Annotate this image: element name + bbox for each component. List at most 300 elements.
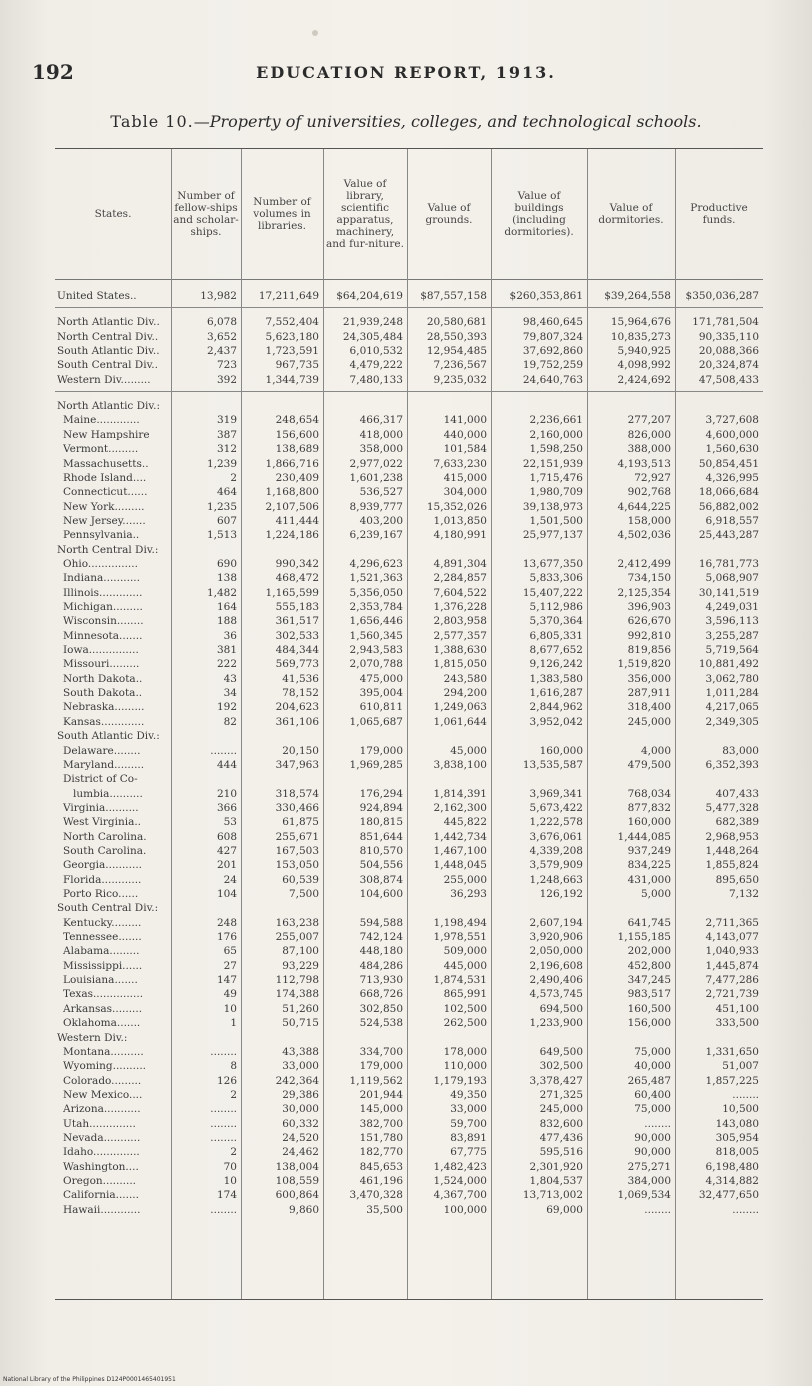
cell-value: 2,968,953 bbox=[705, 830, 759, 843]
cell-value: 415,000 bbox=[443, 471, 487, 484]
cell-value: 87,100 bbox=[282, 945, 319, 958]
cell-value: 7,480,133 bbox=[349, 373, 403, 386]
cell-value: 1,388,630 bbox=[433, 644, 487, 657]
row-label: United States.. bbox=[57, 290, 137, 302]
division-row bbox=[55, 330, 763, 344]
cell-value: 1,715,476 bbox=[529, 471, 583, 484]
cell-value: 32,477,650 bbox=[698, 1189, 759, 1202]
cell-value: 47,508,433 bbox=[698, 373, 759, 386]
row-separator bbox=[55, 307, 763, 308]
cell-value: 6,805,331 bbox=[529, 629, 583, 642]
column-header: Productive funds. bbox=[690, 201, 748, 226]
cell-value: 275,271 bbox=[627, 1160, 671, 1173]
column-header: Value of buildings (including dormitories). bbox=[504, 189, 574, 239]
cell-value: 8,677,652 bbox=[529, 644, 583, 657]
cell-value: 4,339,208 bbox=[529, 844, 583, 857]
row-label: Alabama......... bbox=[63, 945, 140, 958]
row-label: South Dakota.. bbox=[63, 687, 143, 700]
cell-value: ........ bbox=[210, 1117, 237, 1130]
cell-value: 361,106 bbox=[275, 715, 319, 728]
cell-value: 2,412,499 bbox=[617, 557, 671, 570]
row-label: North Atlantic Div.: bbox=[57, 400, 160, 413]
row-label: North Carolina. bbox=[63, 830, 147, 843]
cell-value: 5,370,364 bbox=[529, 615, 583, 628]
cell-value: 104 bbox=[216, 888, 237, 900]
state-row bbox=[55, 471, 763, 485]
cell-value: 25,443,287 bbox=[698, 529, 759, 542]
row-label: New York......... bbox=[63, 500, 145, 513]
state-row bbox=[55, 1174, 763, 1188]
row-label: Florida............ bbox=[63, 873, 142, 886]
cell-value: 147 bbox=[216, 974, 237, 987]
cell-value: 45,000 bbox=[450, 744, 487, 757]
cell-value: 108,559 bbox=[275, 1175, 319, 1187]
row-label: Delaware........ bbox=[63, 744, 141, 757]
state-row bbox=[55, 629, 763, 643]
cell-value: 6,078 bbox=[206, 316, 237, 329]
cell-value: 626,670 bbox=[627, 615, 671, 628]
state-row bbox=[55, 1203, 763, 1217]
row-label: Wisconsin........ bbox=[63, 615, 144, 628]
cell-value: 6,918,557 bbox=[705, 514, 759, 527]
cell-value: 10,500 bbox=[722, 1103, 759, 1116]
row-label: Utah.............. bbox=[63, 1117, 136, 1130]
cell-value: 15,407,222 bbox=[522, 586, 583, 599]
cell-value: 990,342 bbox=[275, 557, 319, 570]
cell-value: 164 bbox=[216, 601, 237, 613]
cell-value: 17,211,649 bbox=[258, 290, 319, 302]
row-label: South Central Div.. bbox=[57, 359, 158, 372]
running-head: EDUCATION REPORT, 1913. bbox=[256, 63, 556, 82]
cell-value: 27 bbox=[223, 959, 237, 972]
cell-value: 204,623 bbox=[275, 701, 319, 714]
cell-value: 25,977,137 bbox=[522, 529, 583, 542]
cell-value: 347,963 bbox=[275, 758, 319, 771]
division-row bbox=[55, 901, 763, 915]
state-row bbox=[55, 413, 763, 427]
state-row bbox=[55, 485, 763, 499]
state-row bbox=[55, 1045, 763, 1059]
cell-value: 444 bbox=[216, 758, 237, 771]
state-row bbox=[55, 614, 763, 628]
cell-value: 2,162,300 bbox=[433, 801, 487, 814]
cell-value: 2 bbox=[230, 1088, 237, 1101]
state-row bbox=[55, 1188, 763, 1202]
row-label: Illinois............. bbox=[63, 586, 143, 599]
cell-value: 4,891,304 bbox=[433, 557, 487, 570]
cell-value: 24,462 bbox=[282, 1146, 319, 1159]
state-row bbox=[55, 744, 763, 758]
cell-value: 1,011,284 bbox=[705, 687, 759, 700]
cell-value: 16,781,773 bbox=[698, 557, 759, 570]
cell-value: 3,952,042 bbox=[529, 715, 583, 728]
row-label: New Mexico.... bbox=[63, 1088, 143, 1101]
cell-value: 35,500 bbox=[366, 1203, 403, 1216]
cell-value: 4,314,882 bbox=[705, 1175, 759, 1187]
cell-value: 4,600,000 bbox=[705, 428, 759, 441]
state-row bbox=[55, 1002, 763, 1016]
cell-value: 452,800 bbox=[627, 959, 671, 972]
row-label: Hawaii............ bbox=[63, 1203, 141, 1216]
cell-value: 33,000 bbox=[450, 1103, 487, 1116]
cell-value: 6,352,393 bbox=[705, 758, 759, 771]
cell-value: 20,088,366 bbox=[698, 345, 759, 358]
cell-value: 222 bbox=[216, 658, 237, 671]
cell-value: 7,236,567 bbox=[433, 359, 487, 372]
column-rule bbox=[587, 149, 588, 1299]
cell-value: 1,482,423 bbox=[433, 1160, 487, 1173]
cell-value: 83,000 bbox=[722, 744, 759, 757]
cell-value: 4,098,992 bbox=[617, 359, 671, 372]
cell-value: 5,833,306 bbox=[529, 572, 583, 585]
cell-value: 49 bbox=[223, 988, 237, 1001]
cell-value: 319 bbox=[216, 414, 237, 427]
cell-value: 3,255,287 bbox=[705, 629, 759, 642]
cell-value: 649,500 bbox=[539, 1045, 583, 1058]
state-row bbox=[55, 873, 763, 887]
cell-value: 12,954,485 bbox=[426, 345, 487, 358]
cell-value: 101,584 bbox=[443, 443, 487, 456]
cell-value: 30,141,519 bbox=[698, 586, 759, 599]
cell-value: 30,000 bbox=[282, 1103, 319, 1116]
cell-value: ........ bbox=[644, 1203, 671, 1216]
cell-value: 464 bbox=[216, 486, 237, 499]
state-row bbox=[55, 571, 763, 585]
cell-value: 4,502,036 bbox=[617, 529, 671, 542]
column-rule bbox=[407, 149, 408, 1299]
cell-value: ........ bbox=[732, 1203, 759, 1216]
row-label: Georgia........... bbox=[63, 859, 142, 872]
row-label: Washington.... bbox=[63, 1160, 139, 1173]
cell-value: 3,727,608 bbox=[705, 414, 759, 427]
cell-value: 245,000 bbox=[539, 1103, 583, 1116]
cell-value: 93,229 bbox=[282, 959, 319, 972]
state-row bbox=[55, 514, 763, 528]
cell-value: 13,677,350 bbox=[522, 557, 583, 570]
cell-value: 3,596,113 bbox=[705, 615, 759, 628]
cell-value: 104,600 bbox=[359, 888, 403, 900]
column-header: Number of volumes in libraries. bbox=[253, 195, 311, 233]
cell-value: 171,781,504 bbox=[692, 316, 759, 329]
cell-value: 69,000 bbox=[546, 1203, 583, 1216]
cell-value: 61,875 bbox=[282, 816, 319, 829]
column-rule bbox=[323, 149, 324, 1299]
cell-value: 98,460,645 bbox=[522, 316, 583, 329]
cell-value: 59,700 bbox=[450, 1117, 487, 1130]
row-label: Maryland......... bbox=[63, 758, 145, 771]
cell-value: 1,331,650 bbox=[705, 1045, 759, 1058]
cell-value: 1,501,500 bbox=[529, 514, 583, 527]
column-header: Value of grounds. bbox=[425, 201, 473, 226]
cell-value: 248 bbox=[216, 916, 237, 929]
cell-value: 411,444 bbox=[275, 514, 319, 527]
state-row bbox=[55, 1131, 763, 1145]
row-label: Kansas............. bbox=[63, 715, 145, 728]
row-label: North Central Div.. bbox=[57, 330, 159, 343]
cell-value: 1,815,050 bbox=[433, 658, 487, 671]
cell-value: 865,991 bbox=[443, 988, 487, 1001]
column-rule bbox=[491, 149, 492, 1299]
cell-value: 1,980,709 bbox=[529, 486, 583, 499]
cell-value: 51,260 bbox=[282, 1002, 319, 1015]
cell-value: 1,519,820 bbox=[617, 658, 671, 671]
cell-value: 1,198,494 bbox=[433, 916, 487, 929]
cell-value: 1,239 bbox=[206, 457, 237, 470]
cell-value: 992,810 bbox=[627, 629, 671, 642]
state-row bbox=[55, 442, 763, 456]
cell-value: 34 bbox=[223, 687, 237, 700]
cell-value: 1,467,100 bbox=[433, 844, 487, 857]
row-label: Connecticut...... bbox=[63, 486, 148, 499]
cell-value: 347,245 bbox=[627, 974, 671, 987]
cell-value: 924,894 bbox=[359, 801, 403, 814]
cell-value: 255,007 bbox=[275, 931, 319, 944]
cell-value: 1,233,900 bbox=[529, 1017, 583, 1030]
cell-value: 242,364 bbox=[275, 1074, 319, 1087]
row-label: District of Co- bbox=[63, 773, 138, 786]
cell-value: 2,844,962 bbox=[529, 701, 583, 714]
cell-value: 384,000 bbox=[627, 1175, 671, 1187]
row-label: Nebraska......... bbox=[63, 701, 145, 714]
cell-value: 1,013,850 bbox=[433, 514, 487, 527]
state-row bbox=[55, 758, 763, 772]
cell-value: 594,588 bbox=[359, 916, 403, 929]
cell-value: ........ bbox=[210, 1103, 237, 1116]
cell-value: 36 bbox=[223, 629, 237, 642]
cell-value: 83,891 bbox=[450, 1131, 487, 1144]
state-row bbox=[55, 1074, 763, 1088]
division-row bbox=[55, 289, 763, 303]
cell-value: 3,676,061 bbox=[529, 830, 583, 843]
row-label: Nevada........... bbox=[63, 1131, 141, 1144]
cell-value: 1,444,085 bbox=[617, 830, 671, 843]
cell-value: 126 bbox=[216, 1074, 237, 1087]
row-label: Oklahoma....... bbox=[63, 1017, 141, 1030]
cell-value: 1,814,391 bbox=[433, 787, 487, 800]
row-label: North Dakota.. bbox=[63, 672, 143, 685]
cell-value: 141,000 bbox=[443, 414, 487, 427]
cell-value: 145,000 bbox=[359, 1103, 403, 1116]
state-row bbox=[55, 858, 763, 872]
cell-value: 182,770 bbox=[359, 1146, 403, 1159]
cell-value: 595,516 bbox=[539, 1146, 583, 1159]
column-rule bbox=[171, 149, 172, 1299]
row-label: Maine............. bbox=[63, 414, 140, 427]
cell-value: 20,324,874 bbox=[698, 359, 759, 372]
cell-value: 1,874,531 bbox=[433, 974, 487, 987]
cell-value: ........ bbox=[732, 1088, 759, 1101]
cell-value: 3,378,427 bbox=[529, 1074, 583, 1087]
cell-value: 5,000 bbox=[640, 888, 671, 900]
cell-value: 9,235,032 bbox=[433, 373, 487, 386]
cell-value: 7,633,230 bbox=[433, 457, 487, 470]
cell-value: 2,943,583 bbox=[349, 644, 403, 657]
cell-value: 4,249,031 bbox=[705, 601, 759, 613]
cell-value: 179,000 bbox=[359, 744, 403, 757]
cell-value: 53 bbox=[223, 816, 237, 829]
cell-value: 1,119,562 bbox=[349, 1074, 403, 1087]
cell-value: 112,798 bbox=[275, 974, 319, 987]
cell-value: ........ bbox=[210, 1203, 237, 1216]
cell-value: 4,573,745 bbox=[529, 988, 583, 1001]
cell-value: 851,644 bbox=[359, 830, 403, 843]
cell-value: 358,000 bbox=[359, 443, 403, 456]
division-row bbox=[55, 729, 763, 743]
state-row bbox=[55, 457, 763, 471]
cell-value: 160,000 bbox=[539, 744, 583, 757]
cell-value: 1,866,716 bbox=[265, 457, 319, 470]
cell-value: 2,353,784 bbox=[349, 601, 403, 613]
cell-value: 50,715 bbox=[282, 1017, 319, 1030]
cell-value: 8,939,777 bbox=[349, 500, 403, 513]
row-label: Wyoming.......... bbox=[63, 1060, 146, 1073]
cell-value: 2,711,365 bbox=[705, 916, 759, 929]
cell-value: 39,138,973 bbox=[522, 500, 583, 513]
cell-value: 21,939,248 bbox=[342, 316, 403, 329]
cell-value: 2,236,661 bbox=[529, 414, 583, 427]
cell-value: 2,349,305 bbox=[705, 715, 759, 728]
cell-value: 366 bbox=[216, 801, 237, 814]
cell-value: 477,436 bbox=[539, 1131, 583, 1144]
column-header: Number of fellow-ships and scholar-ships. bbox=[173, 189, 239, 239]
row-label: Texas............... bbox=[63, 988, 144, 1001]
cell-value: 1,616,287 bbox=[529, 687, 583, 700]
cell-value: 210 bbox=[216, 787, 237, 800]
state-row bbox=[55, 1059, 763, 1073]
cell-value: 56,882,002 bbox=[698, 500, 759, 513]
division-row bbox=[55, 315, 763, 329]
cell-value: 468,472 bbox=[275, 572, 319, 585]
cell-value: 176 bbox=[216, 931, 237, 944]
cell-value: 330,466 bbox=[275, 801, 319, 814]
division-row bbox=[55, 543, 763, 557]
cell-value: 24,640,763 bbox=[522, 373, 583, 386]
row-label: Rhode Island.... bbox=[63, 471, 147, 484]
page-number: 192 bbox=[32, 60, 74, 84]
cell-value: 1,656,446 bbox=[349, 615, 403, 628]
cell-value: 248,654 bbox=[275, 414, 319, 427]
state-row bbox=[55, 586, 763, 600]
cell-value: 255,671 bbox=[275, 830, 319, 843]
cell-value: 3,652 bbox=[206, 330, 237, 343]
cell-value: 333,500 bbox=[715, 1017, 759, 1030]
row-label: Vermont......... bbox=[63, 443, 139, 456]
cell-value: 1,179,193 bbox=[433, 1074, 487, 1087]
cell-value: 484,344 bbox=[275, 644, 319, 657]
cell-value: 192 bbox=[216, 701, 237, 714]
cell-value: 245,000 bbox=[627, 715, 671, 728]
state-row bbox=[55, 987, 763, 1001]
state-row bbox=[55, 528, 763, 542]
cell-value: 1,224,186 bbox=[265, 529, 319, 542]
cell-value: 6,198,480 bbox=[705, 1160, 759, 1173]
cell-value: 937,249 bbox=[627, 844, 671, 857]
cell-value: 983,517 bbox=[627, 988, 671, 1001]
cell-value: ........ bbox=[210, 1131, 237, 1144]
cell-value: 20,150 bbox=[282, 744, 319, 757]
cell-value: 440,000 bbox=[443, 428, 487, 441]
cell-value: 79,807,324 bbox=[522, 330, 583, 343]
cell-value: 396,903 bbox=[627, 601, 671, 613]
cell-value: 1,723,591 bbox=[265, 345, 319, 358]
cell-value: 1,804,537 bbox=[529, 1175, 583, 1187]
cell-value: 1,445,874 bbox=[705, 959, 759, 972]
cell-value: 294,200 bbox=[443, 687, 487, 700]
cell-value: 60,539 bbox=[282, 873, 319, 886]
row-label: Western Div.: bbox=[57, 1031, 128, 1044]
cell-value: 403,200 bbox=[359, 514, 403, 527]
cell-value: 2,301,920 bbox=[529, 1160, 583, 1173]
row-label: Colorado......... bbox=[63, 1074, 142, 1087]
cell-value: 2,803,958 bbox=[433, 615, 487, 628]
cell-value: 742,124 bbox=[359, 931, 403, 944]
cell-value: 895,650 bbox=[715, 873, 759, 886]
row-label: Minnesota....... bbox=[63, 629, 143, 642]
cell-value: 7,552,404 bbox=[265, 316, 319, 329]
cell-value: 70 bbox=[223, 1160, 237, 1173]
cell-value: 361,517 bbox=[275, 615, 319, 628]
cell-value: 153,050 bbox=[275, 859, 319, 872]
state-row bbox=[55, 887, 763, 901]
cell-value: 1,524,000 bbox=[433, 1175, 487, 1187]
row-label: Iowa............... bbox=[63, 644, 139, 657]
cell-value: 407,433 bbox=[715, 787, 759, 800]
row-label: Montana.......... bbox=[63, 1045, 144, 1058]
row-label: Ohio............... bbox=[63, 557, 138, 570]
cell-value: 138,004 bbox=[275, 1160, 319, 1173]
cell-value: 466,317 bbox=[359, 414, 403, 427]
cell-value: 2,196,608 bbox=[529, 959, 583, 972]
cell-value: 1,065,687 bbox=[349, 715, 403, 728]
cell-value: 536,527 bbox=[359, 486, 403, 499]
row-label: Tennessee....... bbox=[63, 931, 142, 944]
cell-value: 9,126,242 bbox=[529, 658, 583, 671]
cell-value: 427 bbox=[216, 844, 237, 857]
cell-value: 4,479,222 bbox=[349, 359, 403, 372]
cell-value: 33,000 bbox=[282, 1060, 319, 1073]
cell-value: 2,050,000 bbox=[529, 945, 583, 958]
cell-value: 7,604,522 bbox=[433, 586, 487, 599]
cell-value: 1,155,185 bbox=[617, 931, 671, 944]
cell-value: 1,168,800 bbox=[265, 486, 319, 499]
state-row bbox=[55, 1117, 763, 1131]
cell-value: 29,386 bbox=[282, 1088, 319, 1101]
cell-value: 682,389 bbox=[715, 816, 759, 829]
cell-value: 60,400 bbox=[634, 1088, 671, 1101]
cell-value: 418,000 bbox=[359, 428, 403, 441]
cell-value: 176,294 bbox=[359, 787, 403, 800]
table-header bbox=[55, 149, 763, 280]
state-row bbox=[55, 1088, 763, 1102]
row-label: Missouri......... bbox=[63, 658, 140, 671]
cell-value: 15,964,676 bbox=[610, 316, 671, 329]
cell-value: 5,112,986 bbox=[529, 601, 583, 613]
state-row bbox=[55, 643, 763, 657]
cell-value: 451,100 bbox=[715, 1002, 759, 1015]
cell-value: $64,204,619 bbox=[336, 290, 403, 302]
cell-value: 607 bbox=[216, 514, 237, 527]
cell-value: 41,536 bbox=[282, 672, 319, 685]
state-row bbox=[55, 815, 763, 829]
cell-value: 13,982 bbox=[200, 290, 237, 302]
state-row bbox=[55, 787, 763, 801]
row-label: North Atlantic Div.. bbox=[57, 316, 160, 329]
division-row bbox=[55, 358, 763, 372]
state-row bbox=[55, 1160, 763, 1174]
cell-value: 19,752,259 bbox=[522, 359, 583, 372]
cell-value: 3,969,341 bbox=[529, 787, 583, 800]
cell-value: $350,036,287 bbox=[685, 290, 759, 302]
